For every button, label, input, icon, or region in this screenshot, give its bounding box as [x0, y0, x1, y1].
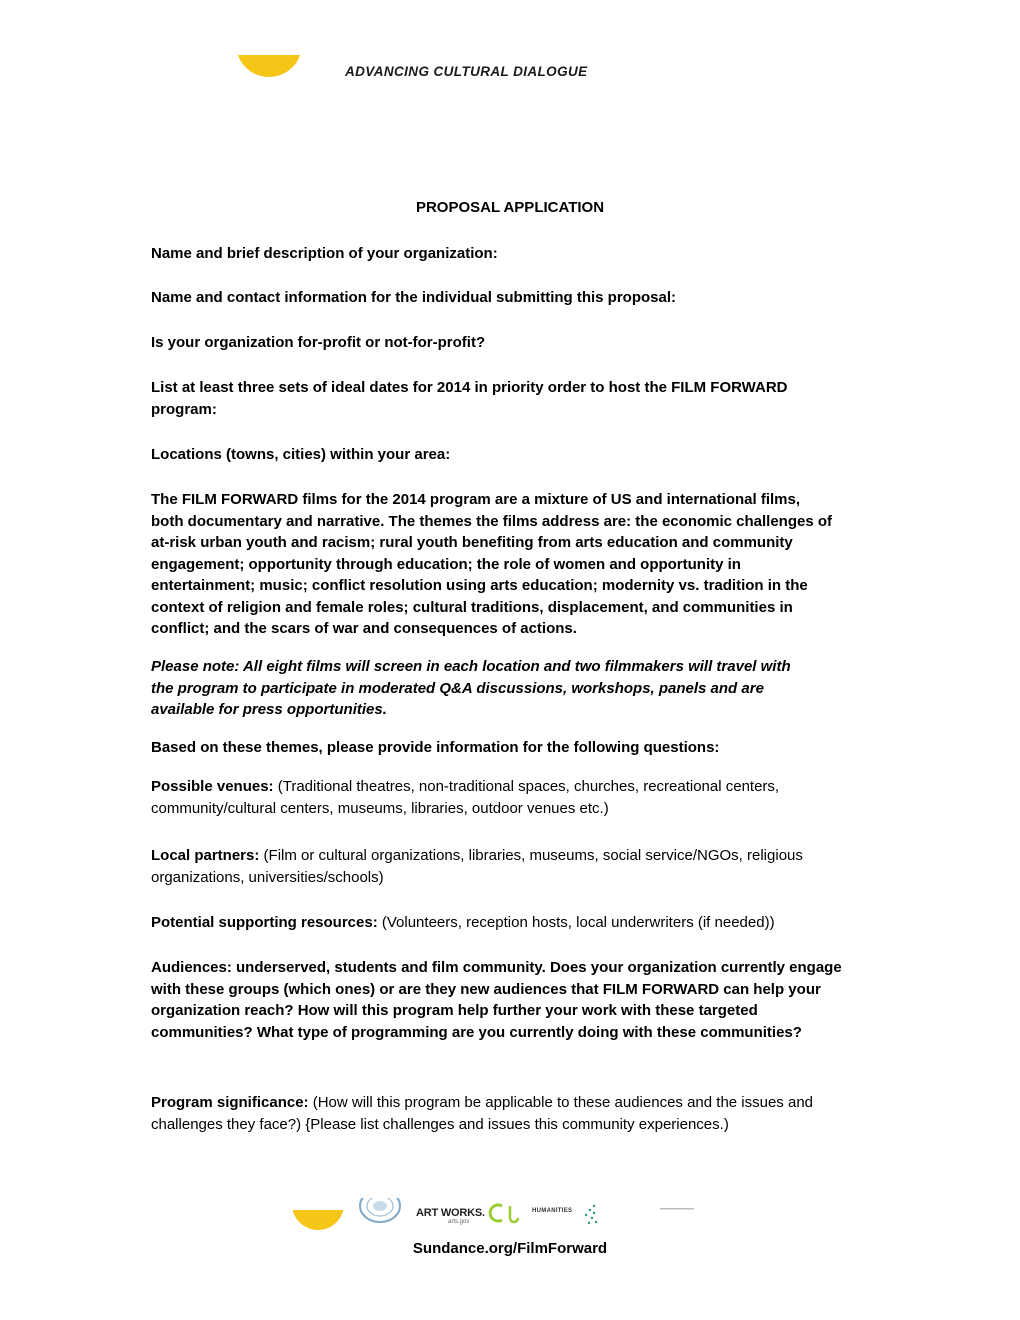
- question-significance: [151, 1092, 851, 1135]
- art-works-sub: arts.gov: [448, 1219, 470, 1225]
- state-department-seal-logo: [358, 1198, 402, 1224]
- page-title: PROPOSAL APPLICATION: [415, 199, 605, 216]
- faint-partner-logo: [660, 1206, 694, 1214]
- question-profit-status: Is your organization for-profit or not-for-profit?: [151, 334, 486, 351]
- dotted-logo: [582, 1204, 598, 1226]
- significance-text: (How will this program be applicable to these audiences and the issues and challenges they face?) {Please list challenges and issues this community experiences.): [151, 1094, 814, 1133]
- venues-text: (Traditional theatres, non-traditional spaces, churches, recreational centers, community/cultural centers, museums, libraries, outdoor venues etc.): [151, 778, 780, 817]
- resources-label: Potential supporting resources:: [151, 914, 378, 931]
- question-resources: [151, 912, 876, 934]
- humanities-c-logo: [488, 1202, 524, 1224]
- faint-partner-mark: [660, 1206, 694, 1212]
- art-works-logo: ART WORKS.: [416, 1207, 485, 1219]
- sundance-sun-logo: [236, 55, 302, 77]
- films-description: The FILM FORWARD films for the 2014 program are a mixture of US and international films, both documentary and narrative. The themes the films address are: the economic challenges of at-risk urban youth and racism; rural youth benefiting from arts education and community engagement; opportunity through education; the role of women and opportunity in entertainment; music; conflict resolution using arts education; modernity vs. tradition in the context of religion and female roles; cultural traditions, displacement, and communities in conflict; and the scars of war and consequences of actions.: [151, 491, 833, 637]
- question-venues: [151, 776, 856, 819]
- question-locations: Locations (towns, cities) within your area:: [151, 446, 451, 463]
- venues-label: Possible venues:: [151, 778, 274, 795]
- humanities-logo: HUMANITIES: [532, 1208, 573, 1214]
- please-note: Please note: All eight films will screen in each location and two filmmakers will travel with the program to participate in moderated Q&A discussions, workshops, panels and are available for press opportunities.: [151, 658, 791, 718]
- footer-url[interactable]: Sundance.org/FilmForward: [412, 1240, 608, 1257]
- question-dates: List at least three sets of ideal dates for 2014 in priority order to host the FILM FORWARD program:: [151, 379, 788, 418]
- question-contact: Name and contact information for the individual submitting this proposal:: [151, 289, 677, 306]
- partners-text: (Film or cultural organizations, libraries, museums, social service/NGOs, religious organizations, universities/schools): [151, 847, 803, 886]
- significance-label: Program significance:: [151, 1094, 309, 1111]
- question-organization: Name and brief description of your organization:: [151, 245, 498, 262]
- sundance-sun-logo-footer: [292, 1210, 344, 1230]
- question-audiences: Audiences: underserved, students and film community. Does your organization currently engage with these groups (which ones) or are they new audiences that FILM FORWARD can help your organization reach? How will this program help further your work with these targeted communities? What type of programming are you currently doing with these communities?: [151, 959, 842, 1041]
- resources-text: (Volunteers, reception hosts, local underwriters (if needed)): [377, 914, 775, 931]
- header-tagline: ADVANCING CULTURAL DIALOGUE: [345, 64, 588, 79]
- themes-intro: Based on these themes, please provide information for the following questions:: [151, 739, 720, 756]
- question-partners: [151, 845, 876, 888]
- partners-label: Local partners:: [151, 847, 260, 864]
